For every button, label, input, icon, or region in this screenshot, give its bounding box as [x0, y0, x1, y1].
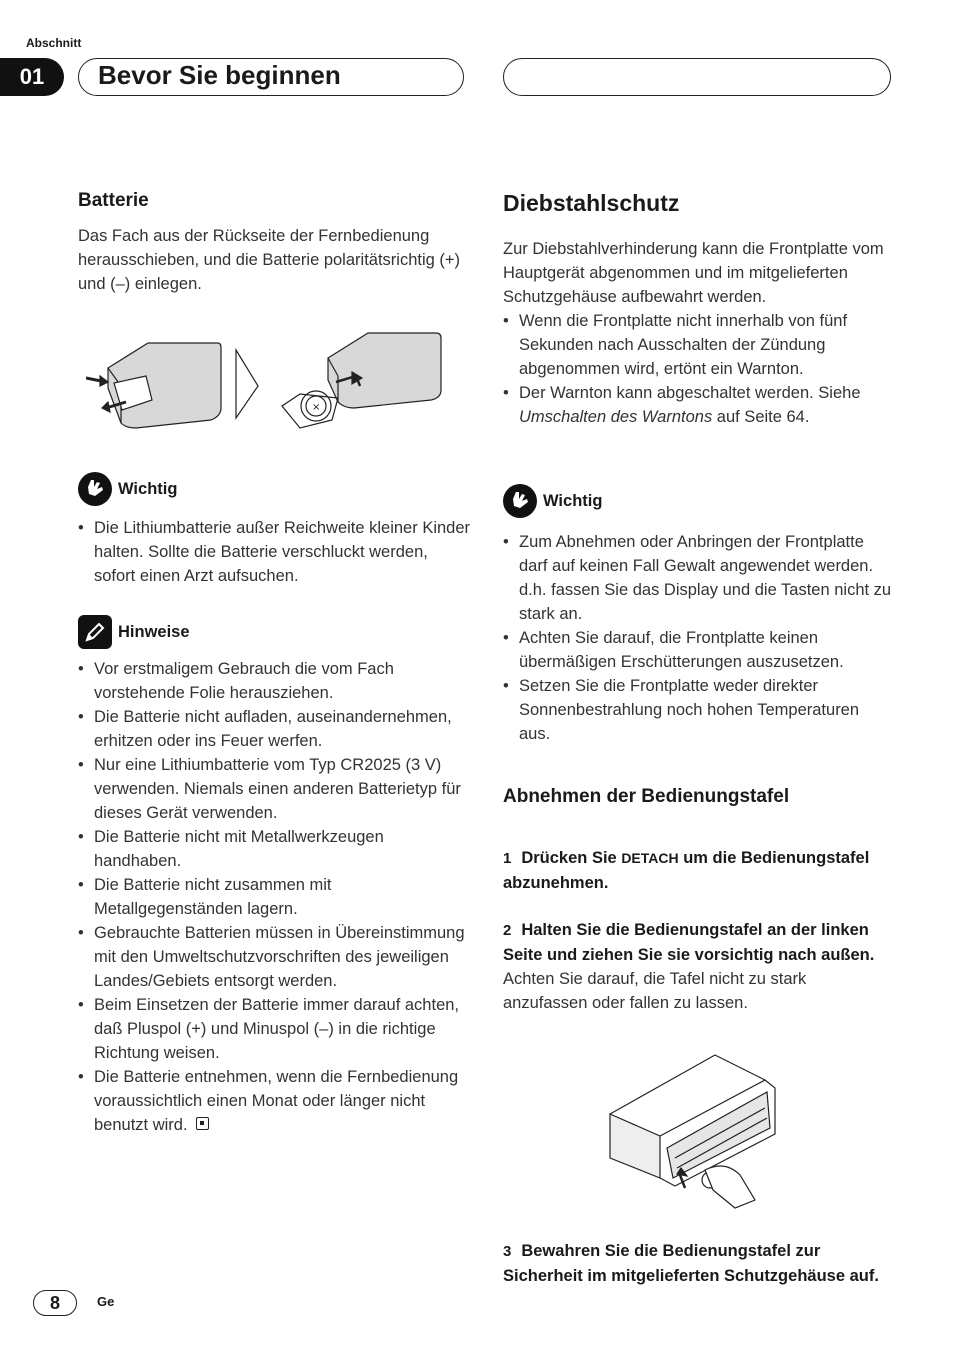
front-panel-removal-illustration: [605, 1050, 785, 1210]
important-note-right: [503, 484, 893, 746]
important-list-left: [78, 516, 470, 588]
list-item: • Die Batterie nicht zusammen mit Metallgegenständen lagern.: [78, 873, 470, 921]
step-number: 3: [503, 1243, 512, 1260]
list-item: • Setzen Sie die Frontplatte weder direkter Sonnenbestrahlung noch hohen Temperaturen aus.: [503, 674, 893, 746]
list-item: • Die Lithiumbatterie außer Reichweite kleiner Kinder halten. Sollte die Batterie verschluckt werden, sofort einen Arzt aufsuchen.: [78, 516, 470, 588]
warning-hand-icon: [503, 484, 537, 518]
bullet-text-end: auf Seite 64.: [712, 408, 810, 426]
list-item: • Nur eine Lithiumbatterie vom Typ CR2025 (3 V) verwenden. Niemals einen anderen Batterietyp für dieses Gerät verwenden.: [78, 753, 470, 825]
step-text: Drücken Sie: [521, 849, 622, 867]
step-number: 1: [503, 850, 512, 867]
step-3-text: [503, 1239, 893, 1288]
battery-heading: Batterie: [78, 190, 149, 211]
list-item: • Beim Einsetzen der Batterie immer darauf achten, daß Pluspol (+) und Minuspol (–) in die richtige Richtung weisen.: [78, 993, 470, 1065]
list-item: • Achten Sie darauf, die Frontplatte keinen übermäßigen Erschütterungen auszusetzen.: [503, 626, 893, 674]
battery-section: [78, 190, 470, 296]
end-of-section-icon: [196, 1117, 209, 1130]
cross-reference: Umschalten des Warntons: [519, 408, 713, 426]
detach-illustration: [605, 1050, 785, 1210]
step-2: [503, 918, 893, 1015]
list-item: • Vor erstmaligem Gebrauch die vom Fach vorstehende Folie herausziehen.: [78, 657, 470, 705]
important-label: Wichtig: [118, 479, 178, 498]
important-list-right: [503, 530, 893, 746]
list-item: • Zum Abnehmen oder Anbringen der Frontplatte darf auf keinen Fall Gewalt angewendet werden. d.h. fassen Sie das Display und die Tasten nicht zu stark an.: [503, 530, 893, 626]
remove-heading: Abnehmen der Bedienungstafel: [503, 786, 790, 807]
step-2-note: Achten Sie darauf, die Tafel nicht zu stark anzufassen oder fallen zu lassen.: [503, 970, 807, 1012]
theft-section: [503, 190, 893, 429]
notes-section: [78, 615, 470, 1137]
step-text: Bewahren Sie die Bedienungstafel zur Sicherheit im mitgelieferten Schutzgehäuse auf.: [503, 1242, 879, 1285]
list-item: • Gebrauchte Batterien müssen in Übereinstimmung mit den Umweltschutzvorschriften des jeweiligen Landes/Gebiets entsorgt werden.: [78, 921, 470, 993]
notes-list: [78, 657, 470, 1137]
battery-text: Das Fach aus der Rückseite der Fernbedienung herausschieben, und die Batterie polaritätsrichtig (+) und (–) einlegen.: [78, 227, 461, 293]
theft-list: [503, 309, 893, 429]
step-3: [503, 1239, 893, 1288]
step-text: Halten Sie die Bedienungstafel an der linken Seite und ziehen Sie sie vorsichtig nach außen.: [503, 921, 875, 964]
step-number: 2: [503, 922, 512, 939]
pencil-icon: [78, 615, 112, 649]
theft-heading: Diebstahlschutz: [503, 190, 680, 216]
notes-label: Hinweise: [118, 622, 190, 641]
important-header-right: [503, 484, 893, 518]
section-label: Abschnitt: [26, 36, 82, 50]
list-item: • Die Batterie nicht aufladen, auseinandernehmen, erhitzen oder ins Feuer werfen.: [78, 705, 470, 753]
battery-illustration: [86, 328, 446, 433]
step-text-end: um die Bedienungstafel abzunehmen.: [503, 849, 870, 892]
remote-battery-illustration: [86, 328, 446, 433]
page-number: 8: [33, 1290, 77, 1316]
page-title: Bevor Sie beginnen: [98, 60, 341, 90]
list-item: • Die Batterie nicht mit Metallwerkzeugen handhaben.: [78, 825, 470, 873]
detach-key-label: DETACH: [621, 850, 679, 866]
header-empty-frame: [503, 58, 891, 96]
important-header: [78, 472, 470, 506]
bullet-text: Der Warnton kann abgeschaltet werden. Siehe: [519, 384, 861, 402]
list-item: • Wenn die Frontplatte nicht innerhalb von fünf Sekunden nach Ausschalten der Zündung abgenommen wird, ertönt ein Warnton.: [503, 309, 893, 381]
list-item: [503, 381, 893, 429]
step-1: [503, 846, 893, 895]
step-2-text: [503, 918, 893, 967]
section-number: 01: [0, 58, 64, 96]
notes-header: [78, 615, 470, 649]
important-note-left: [78, 472, 470, 588]
svg-text:×: ×: [312, 402, 321, 413]
step-1-text: [503, 846, 893, 895]
list-item-text: Die Batterie entnehmen, wenn die Fernbedienung voraussichtlich einen Monat oder länger nicht benutzt wird.: [94, 1068, 459, 1134]
remove-section: [503, 786, 893, 808]
list-item-last: [78, 1065, 470, 1137]
important-label-right: Wichtig: [543, 491, 603, 510]
theft-text: Zur Diebstahlverhinderung kann die Frontplatte vom Hauptgerät abgenommen und im mitgelieferten Schutzgehäuse aufbewahrt werden.: [503, 240, 884, 306]
language-code: Ge: [97, 1294, 115, 1309]
warning-hand-icon: [78, 472, 112, 506]
